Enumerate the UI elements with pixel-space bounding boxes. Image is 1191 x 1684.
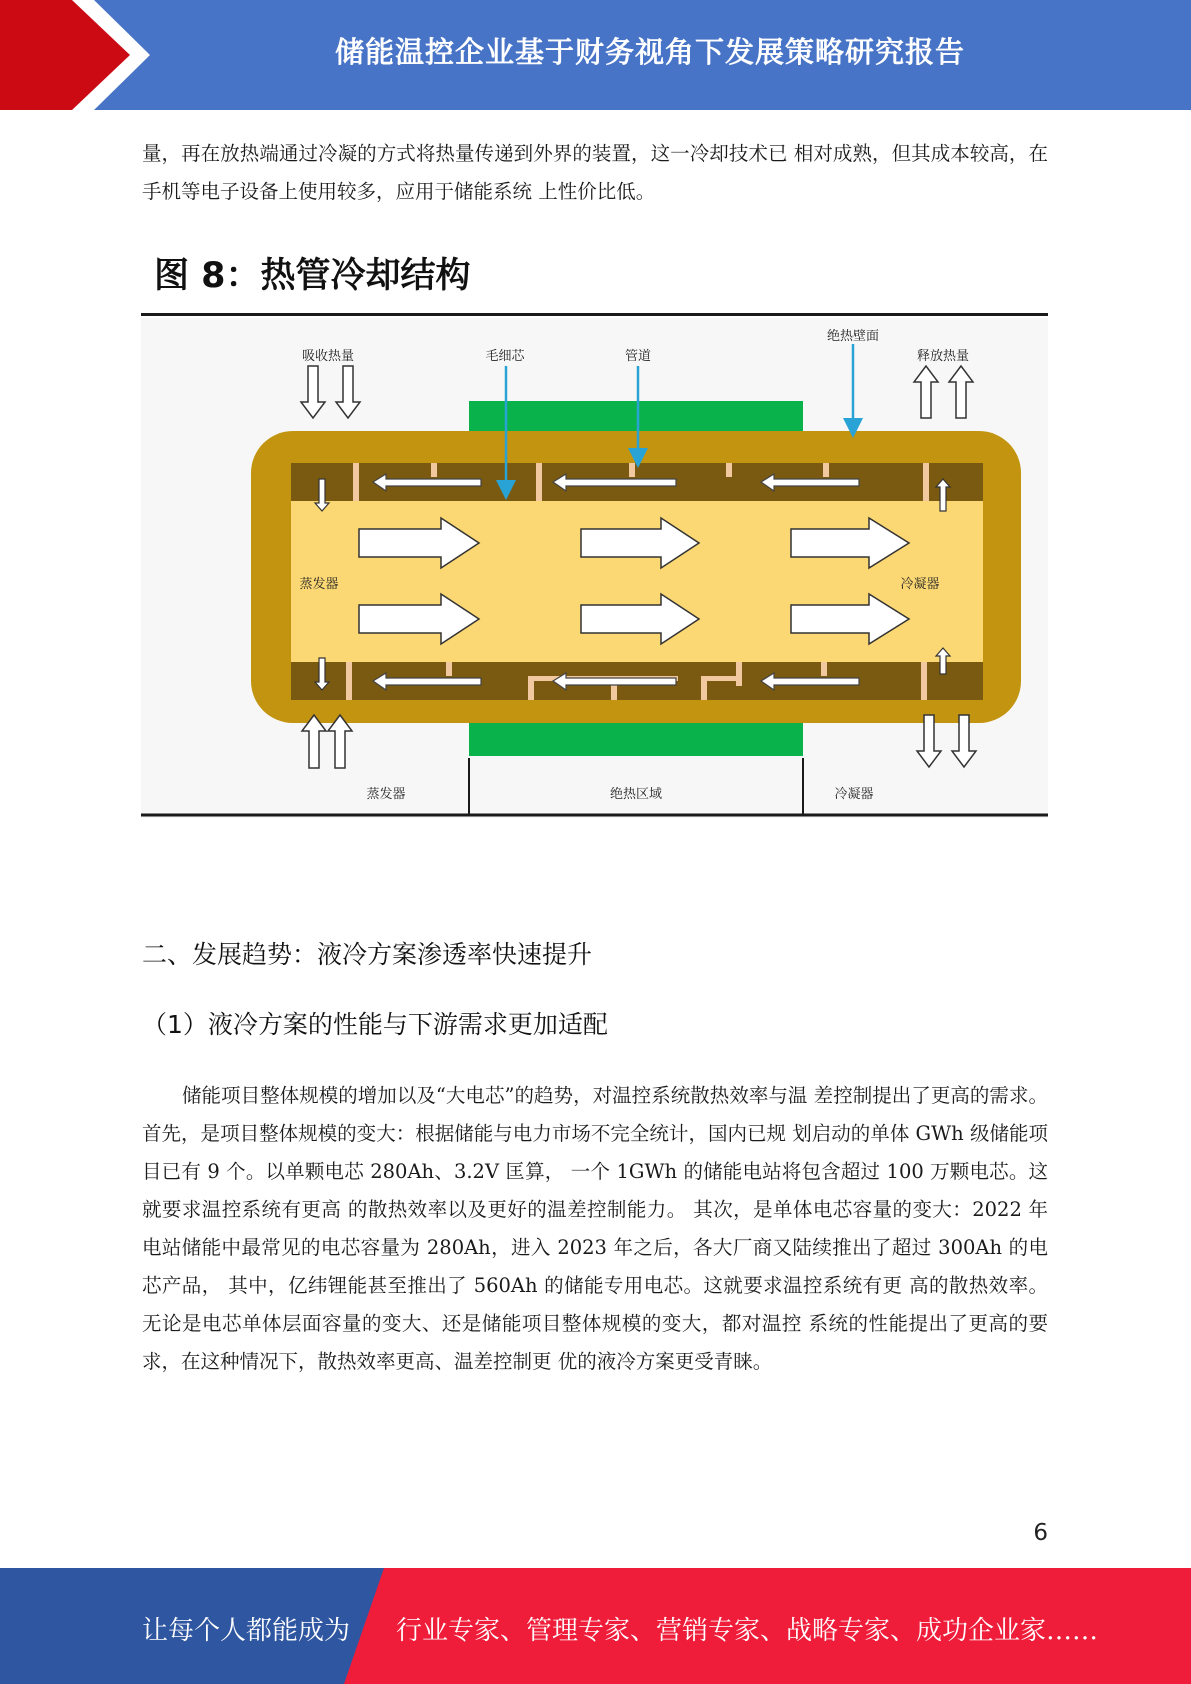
- label-absorb-heat: 吸收热量: [301, 349, 355, 364]
- label-pipe: 管道: [624, 349, 652, 364]
- label-condenser-bottom: 冷凝器: [834, 787, 874, 802]
- header-title: 储能温控企业基于财务视角下发展策略研究报告: [334, 35, 965, 69]
- footer-slogan-right: 行业专家、管理专家、营销专家、战略专家、成功企业家……: [396, 1616, 1099, 1646]
- figure-title: 图 8：热管冷却结构: [154, 256, 471, 296]
- label-evaporator-inner: 蒸发器: [299, 577, 339, 592]
- label-evaporator-bottom: 蒸发器: [366, 787, 406, 802]
- label-capillary-core: 毛细芯: [485, 349, 525, 364]
- subsection-title: （1）液冷方案的性能与下游需求更加适配: [142, 1010, 608, 1039]
- figure-top-rule: [141, 313, 1048, 316]
- body-paragraph: 储能项目整体规模的增加以及“大电芯”的趋势，对温控系统散热效率与温 差控制提出了更高的需求。 首先，是项目整体规模的变大：根据储能与电力市场不完全统计，国内已规 划启动的单体 GWh 级储能项目已有 9 个。以单颗电芯 280Ah、3.2V 匡算， 一个 1GWh 的储能电站将包含超过 100 万颗电芯。这就要求温控系统有更高 的散热效率以及更好的温差控制能力。 其次，是单体电芯容量的变大：2022 年电站储能中最常见的电芯容量为 280Ah，进入 2023 年之后，各大厂商又陆续推出了超过 300Ah 的电芯产品， 其中，亿纬锂能甚至推出了 560Ah 的储能专用电芯。这就要求温控系统有更 高的散热效率。 无论是电芯单体层面容量的变大、还是储能项目整体规模的变大，都对温控 系统的性能提出了更高的要求，在这种情况下，散热效率更高、温差控制更 优的液冷方案更受青睐。: [142, 1084, 1048, 1373]
- label-release-heat: 释放热量: [916, 349, 970, 364]
- page-number: 6: [1033, 1520, 1048, 1546]
- heat-pipe-diagram: [141, 318, 1048, 818]
- label-condenser-inner: 冷凝器: [900, 577, 940, 592]
- page-footer: [0, 1568, 1191, 1684]
- section-title: 二、发展趋势：液冷方案渗透率快速提升: [142, 940, 593, 969]
- insulation-block-bottom: [469, 718, 803, 756]
- label-insulated-zone: 绝热区域: [609, 787, 663, 802]
- page-header: [0, 0, 1191, 110]
- label-insulated-wall: 绝热壁面: [826, 329, 880, 344]
- intro-paragraph: 量，再在放热端通过冷凝的方式将热量传递到外界的装置，这一冷却技术已 相对成熟，但其成本较高，在手机等电子设备上使用较多，应用于储能系统 上性价比低。: [142, 142, 1048, 203]
- footer-slogan-left: 让每个人都能成为: [142, 1616, 351, 1646]
